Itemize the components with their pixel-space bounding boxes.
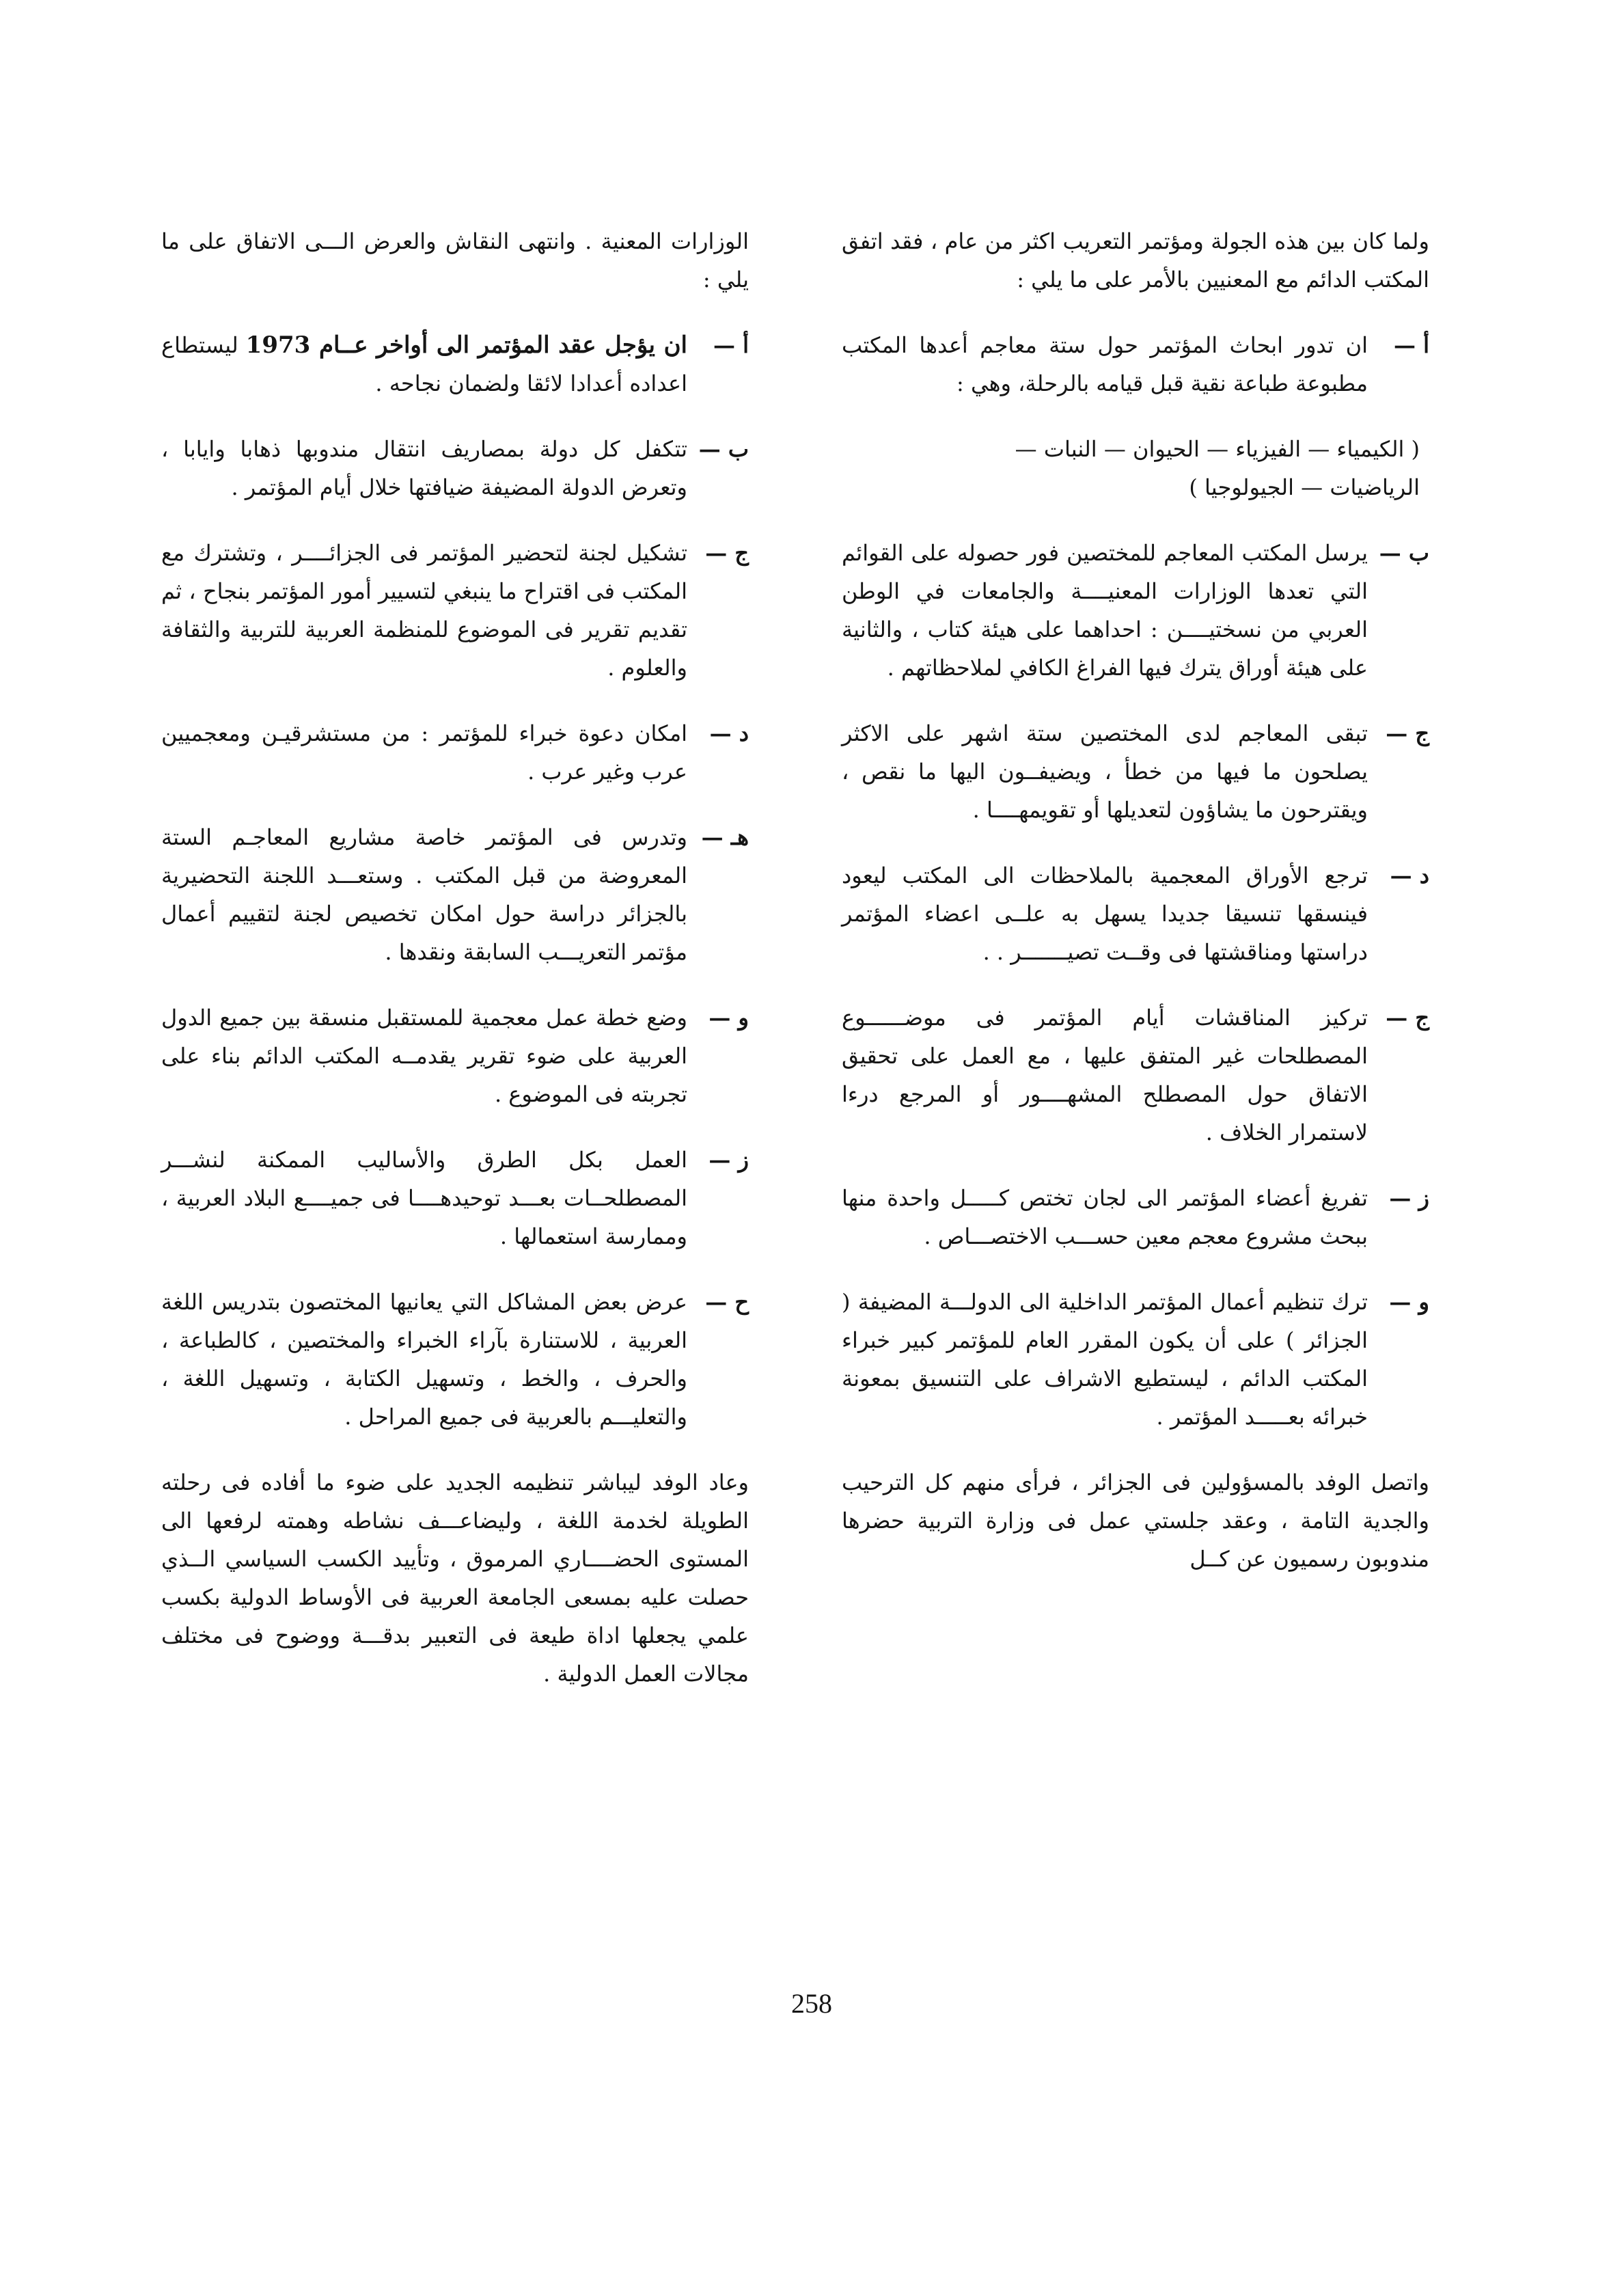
right-intro-paragraph: ولما كان بين هذه الجولة ومؤتمر التعريب اكثر من عام ، فقد اتفق المكتب الدائم مع المعنيين بالأمر على ما يلي : (842, 228, 1429, 293)
list-item (161, 998, 749, 1113)
item-text: تشكيل لجنة لتحضير المؤتمر فى الجزائــــر ، وتشترك مع المكتب فى اقتراح ما ينبغي لتسيير أمور المؤتمر بنجاح ، ثم تقديم تقرير فى الموضوع للمنظمة العربية للتربية والثقافة والعلوم . (161, 540, 688, 681)
item-text: ان تدور ابحاث المؤتمر حول ستة معاجم أعدها المكتب مطبوعة طباعة نقية قبل قيامه بالرحلة، وهي : (842, 332, 1368, 396)
item-marker: ح — (705, 1289, 749, 1315)
page-number: 258 (791, 1988, 832, 2019)
item-marker: د — (1390, 862, 1429, 888)
item-marker: و — (1389, 1289, 1429, 1315)
list-item (161, 1283, 749, 1436)
left-intro-paragraph: الوزارات المعنية . وانتهى النقاش والعرض الـــى الاتفاق على ما يلي : (161, 228, 749, 293)
list-item (161, 534, 749, 687)
item-marker: أ — (1393, 332, 1429, 358)
item-text: وضع خطة عمل معجمية للمستقبل منسقة بين جميع الدول العربية على ضوء تقرير يقدمــه المكتب الدائم بناء على تجربته فى الموضوع . (161, 1005, 687, 1107)
item-marker: أ — (713, 332, 749, 358)
subject-list-line: الرياضيات — الجيولوجيا ) (1189, 474, 1420, 500)
right-closing-paragraph: واتصل الوفد بالمسؤولين فى الجزائر ، فرأى منهم كل الترحيب والجدية التامة ، وعقد جلستي عمل فى وزارة التربية حضرها مندوبون رسميون عن كــل (842, 1469, 1429, 1572)
item-marker: هـ — (701, 824, 749, 850)
item-marker: ج — (1386, 1005, 1429, 1031)
item-text: ترك تنظيم أعمال المؤتمر الداخلية الى الدولـــة المضيفة ( الجزائر ) على أن يكون المقرر العام للمؤتمر كبير خبراء المكتب الدائم ، ليستطيع الاشراف على التنسيق بمعونة خبرائه بعـــــد المؤتمر . (842, 1289, 1368, 1430)
list-item (842, 1283, 1429, 1436)
left-column (161, 222, 749, 1720)
list-item (842, 534, 1429, 687)
item-lead-bold: ان يؤجل عقد المؤتمر الى أواخر عــام 1973 (245, 331, 687, 359)
item-text: تبقى المعاجم لدى المختصين ستة اشهر على الاكثر يصلحون ما فيها من خطأ ، ويضيفــون اليها ما نقص ، ويقترحون ما يشاؤون لتعديلها أو تقويمهــــا . (842, 720, 1368, 823)
item-text: تركيز المناقشات أيام المؤتمر فى موضــــــوع المصطلحات غير المتفق عليها ، مع العمل على تحقيق الاتفاق حول المصطلح المشهــــور أو المرجع درءا لاستمرار الخلاف . (842, 1005, 1368, 1145)
list-item (161, 714, 749, 791)
list-item (842, 856, 1429, 971)
item-marker: و — (708, 1005, 749, 1031)
item-marker: ج — (705, 540, 749, 566)
list-item (161, 326, 749, 403)
list-item (842, 714, 1429, 829)
item-text: تتكفل كل دولة بمصاريف انتقال مندوبها ذهابا وايابا ، وتعرض الدولة المضيفة ضيافتها خلال أيام المؤتمر . (161, 436, 687, 500)
item-marker: ز — (1389, 1185, 1429, 1211)
subject-list (842, 430, 1429, 506)
list-item (161, 1141, 749, 1255)
list-item (842, 998, 1429, 1152)
item-text: العمل بكل الطرق والأساليب الممكنة لنشـــر المصطلحــات بعـــد توحيدهــــا فى جميــــع البلاد العربية ، وممارسة استعمالها . (161, 1147, 687, 1249)
item-text (161, 326, 687, 403)
item-text: عرض بعض المشاكل التي يعانيها المختصون بتدريس اللغة العربية ، للاستنارة بآراء الخبراء والمختصين ، كالطباعة ، والحرف ، والخط ، وتسهيل الكتابة ، وتسهيل اللغة ، والتعليـــم بالعربية فى جميع المراحل . (161, 1289, 688, 1430)
item-text: وتدرس فى المؤتمر خاصة مشاريع المعاجـم الستة المعروضة من قبل المكتب . وستعـــد اللجنة التحضيرية بالجزائر دراسة حول امكان تخصيص لجنة لتقييم أعمال مؤتمر التعريـــب السابقة ونقدها . (161, 824, 687, 965)
right-column (842, 222, 1429, 1605)
item-text: يرسل المكتب المعاجم للمختصين فور حصوله على القوائم التي تعدها الوزارات المعنيــــة والجامعات في الوطن العربي من نسختيــــن : احداهما على هيئة كتاب ، والثانية على هيئة أوراق يترك فيها الفراغ الكافي لملاحظاتهم . (842, 540, 1368, 681)
item-marker: ب — (1379, 540, 1429, 566)
subject-list-line: ( الكيمياء — الفيزياء — الحيوان — النبات — (1015, 436, 1420, 462)
list-item (842, 1179, 1429, 1255)
item-marker: ب — (698, 436, 749, 462)
item-continuation: ليستطاع اعداده أعدادا لائقا ولضمان نجاحه . (161, 332, 687, 396)
item-marker: ز — (708, 1147, 749, 1173)
item-text: تفريغ أعضاء المؤتمر الى لجان تختص كـــــل واحدة منها ببحث مشروع معجم معين حســـب الاختصـــاص . (842, 1185, 1368, 1249)
item-text: امكان دعوة خبراء للمؤتمر : من مستشرقيـن ومعجميين عرب وغير عرب . (161, 720, 687, 785)
item-marker: ج — (1386, 720, 1429, 746)
list-item (161, 430, 749, 506)
list-item (161, 818, 749, 971)
item-marker: د — (709, 720, 749, 746)
left-closing-paragraph: وعاد الوفد ليباشر تنظيمه الجديد على ضوء ما أفاده فى رحلته الطويلة لخدمة اللغة ، وليضاعـــف نشاطه وهمته لرفعها الى المستوى الحضــــاري المرموق ، وتأييد الكسب السياسي الــذي حصلت عليه بمسعى الجامعة العربية فى الأوساط الدولية بكسب علمي يجعلها اداة طيعة فى التعبير بدقـــة ووضوح فى مختلف مجالات العمل الدولية . (161, 1469, 749, 1687)
item-text: ترجع الأوراق المعجمية بالملاحظات الى المكتب ليعود فينسقها تنسيقا جديدا يسهل به علــى اعضاء المؤتمر دراستها ومناقشتها فى وقــت تصيـــــــر . . (842, 862, 1368, 965)
list-item (842, 326, 1429, 403)
